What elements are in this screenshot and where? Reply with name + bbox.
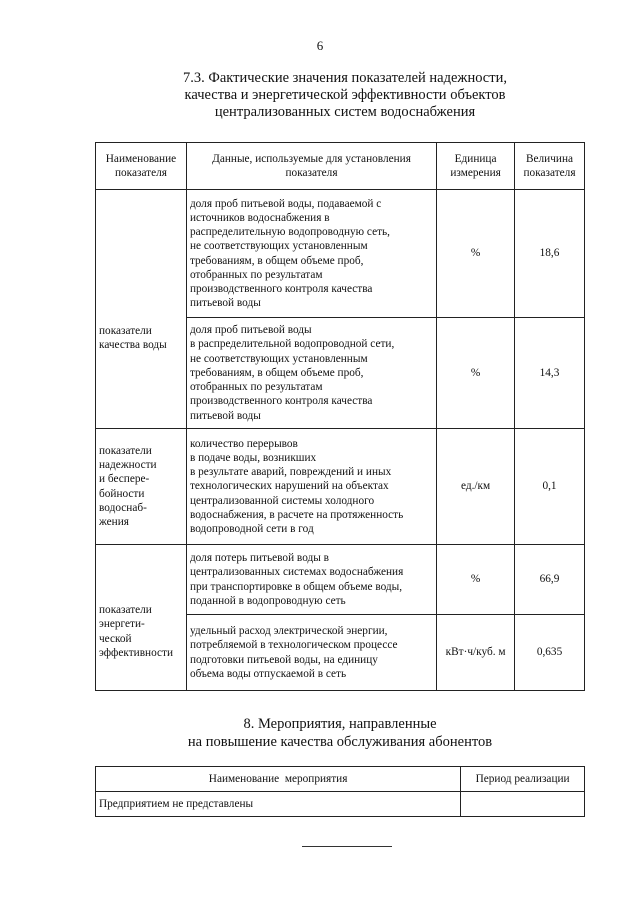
table-row (96, 545, 585, 615)
group-name-reliability: показатели надежности и беспере- бойности водоснаб- жения (96, 429, 187, 545)
table-row (96, 792, 585, 817)
header-period: Период реализации (461, 767, 585, 792)
table-header-row (96, 767, 585, 792)
group-name-quality: показатели качества воды (96, 190, 187, 429)
table-header-row (96, 143, 585, 190)
unit-cell: ед./км (437, 429, 515, 545)
unit-cell: % (437, 318, 515, 429)
group-name-energy: показатели энергети- ческой эффективности (96, 545, 187, 691)
title-line: централизованных систем водоснабжения (214, 104, 476, 120)
table-row (96, 190, 585, 318)
value-cell: 66,9 (515, 545, 585, 615)
unit-cell: кВт·ч/куб. м (437, 615, 515, 691)
value-cell: 0,1 (515, 429, 585, 545)
measure-cell: Предприятием не представлены (96, 792, 461, 817)
header-measure: Наименование мероприятия (96, 767, 461, 792)
value-cell: 14,3 (515, 318, 585, 429)
title-line: на повышение качества обслуживания абонентов (187, 734, 493, 750)
page-number: 6 (316, 38, 324, 53)
measures-table (95, 766, 585, 817)
title-line: 7.3. Фактические значения показателей надежности, (183, 70, 507, 86)
title-line: качества и энергетической эффективности объектов (184, 87, 506, 103)
value-cell: 0,635 (515, 615, 585, 691)
table-row (96, 429, 585, 545)
indicator-cell: доля потерь питьевой воды в централизованных системах водоснабжения при транспортировке в общем объеме воды, поданной в водопроводную сеть (186, 545, 436, 615)
header-data: Данные, используемые для установления показателя (186, 143, 436, 190)
header-name: Наименование показателя (96, 143, 187, 190)
title-line: 8. Мероприятия, направленные (243, 716, 437, 732)
section-8-title (95, 715, 585, 751)
indicator-cell: удельный расход электрической энергии, потребляемой в технологическом процессе подготовки питьевой воды, на единицу объема воды отпускаемой в сеть (186, 615, 436, 691)
indicators-table (95, 142, 585, 691)
period-cell (461, 792, 585, 817)
unit-cell: % (437, 190, 515, 318)
header-value: Величина показателя (515, 143, 585, 190)
unit-cell: % (437, 545, 515, 615)
indicator-cell: доля проб питьевой воды в распределительной водопроводной сети, не соответствующих установленным требованиям, в общем объеме проб, отобранных по результатам производственного контроля качества питьевой воды (186, 318, 436, 429)
value-cell: 18,6 (515, 190, 585, 318)
indicator-cell: доля проб питьевой воды, подаваемой с источников водоснабжения в распределительную водопроводную сеть, не соответствующих установленным требованиям, в общем объеме проб, отобранных по результатам производственного контроля качества питьевой воды (186, 190, 436, 318)
footer-divider (302, 846, 392, 847)
header-unit: Единица измерения (437, 143, 515, 190)
indicator-cell: количество перерывов в подаче воды, возникших в результате аварий, повреждений и иных технологических нарушений на объектах централизованной системы холодного водоснабжения, в расчете на протяженность водопроводной сети в год (186, 429, 436, 545)
section-7-3-title (110, 70, 580, 121)
